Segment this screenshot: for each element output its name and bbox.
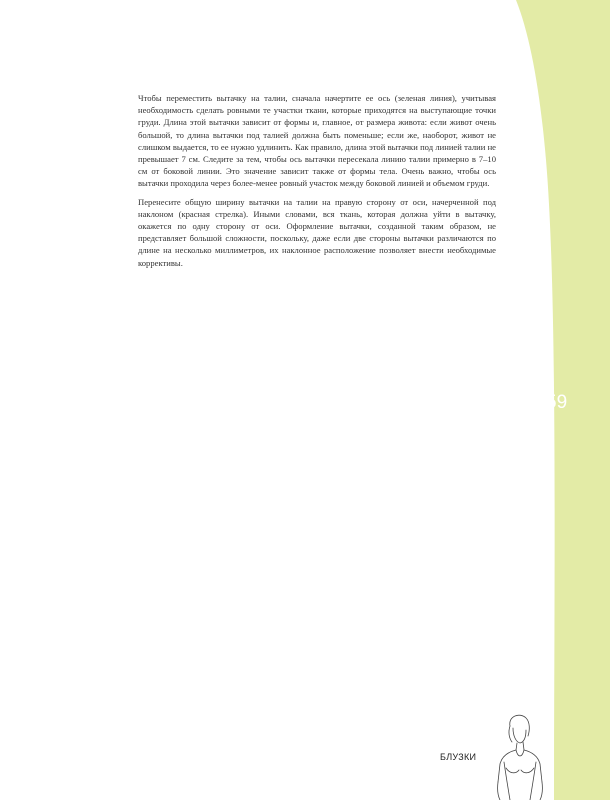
paragraph-1: Чтобы переместить вытачку на талии, сначала начертите ее ось (зеленая линия), учитывая необходимость сделать ровными те участки ткани, которые приходятся на выступающие точки груди. Длина этой вытачки зависит от формы и, главное, от размера живота: если живот очень большой, то длина вытачки под талией должна быть поменьше; если же, наоборот, живот не слишком выдается, то ее нужно удлинить. Как правило, длина этой вытачки под линией талии не превышает 7 см. Следите за тем, чтобы ось вытачки пересекала линию талии примерно в 7–10 см от боковой линии. Это значение зависит также от формы тела. Очень важно, чтобы ось вытачки проходила через более-менее ровный участок между боковой линией и объемом груди. (138, 93, 496, 189)
body-text (138, 92, 496, 275)
paragraph-2: Перенесите общую ширину вытачки на талии на правую сторону от оси, начерченной под наклоном (красная стрелка). Иными словами, вся ткань, которая должна уйти в вытачку, окажется по одну сторону от оси. Оформление вытачки, созданной таким образом, не представляет большой сложности, поскольку, даже если две стороны вытачки различаются по длине на несколько миллиметров, их наклонное расположение позволяет внести необходимые коррективы. (138, 196, 496, 268)
woman-torso-sketch-icon (488, 712, 550, 805)
section-label: БЛУЗКИ (440, 752, 477, 762)
page-number: 59 (546, 392, 568, 413)
